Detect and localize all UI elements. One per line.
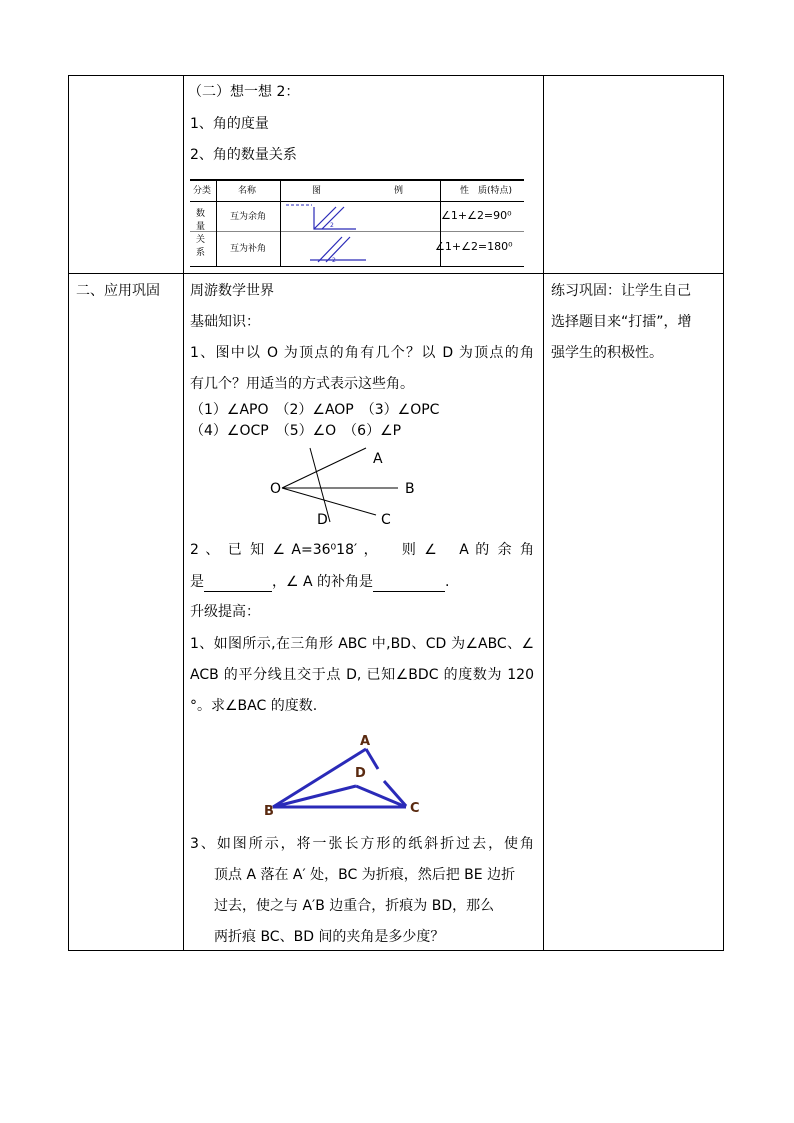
question-4-line-2: 顶点 A 落在 A′ 处，BC 为折痕，然后把 BE 边折 xyxy=(214,867,516,883)
category-char: 数 xyxy=(196,209,206,219)
question-1-options-2: （4）∠OCP （5）∠O （6）∠P xyxy=(190,423,402,439)
category-char: 关 xyxy=(196,235,206,245)
item-angle-relation: 2、角的数量关系 xyxy=(190,147,297,163)
question-2-line-2 xyxy=(190,572,449,592)
q2-text-b: ，∠ A 的补角是 xyxy=(272,574,374,590)
question-1-line-1: 1、图中以 O 为顶点的角有几个？以 D 为顶点的角 xyxy=(190,345,534,361)
fig1-label-D: D xyxy=(317,512,328,528)
question-3-line-3: °。求∠BAC 的度数. xyxy=(190,698,318,714)
note-line-2: 选择题目来“打擂”，增 xyxy=(551,314,692,330)
note-line-1: 练习巩固：让学生自己 xyxy=(551,283,691,299)
fig2-label-C: C xyxy=(410,801,420,816)
supplementary-property: ∠1+∠2=180⁰ xyxy=(435,240,513,253)
table-col-line-1 xyxy=(216,179,217,267)
header-name: 名称 xyxy=(238,186,257,196)
question-3-line-2: ACB 的平分线且交于点 D, 已知∠BDC 的度数为 120 xyxy=(190,667,534,683)
question-4-line-3: 过去，使之与 A′B 边重合，折痕为 BD，那么 xyxy=(214,898,495,914)
angle-rays-figure xyxy=(262,440,422,530)
svg-text:2: 2 xyxy=(332,257,336,264)
header-category: 分类 xyxy=(193,186,212,196)
upgrade-label: 升级提高： xyxy=(190,604,260,620)
complementary-angle-figure xyxy=(280,201,440,231)
table-top-rule xyxy=(190,179,524,181)
fig1-label-B: B xyxy=(405,481,415,497)
note-line-3: 强学生的积极性。 xyxy=(551,345,663,361)
question-1-line-2: 有几个？用适当的方式表示这些角。 xyxy=(190,376,414,392)
triangle-bisector-figure xyxy=(268,740,418,810)
complementary-name: 互为余角 xyxy=(230,212,267,222)
question-4-line-1: 3、如图所示，将一张长方形的纸斜折过去，使角 xyxy=(190,836,534,852)
fig1-label-A: A xyxy=(373,451,383,467)
section-title: 二、应用巩固 xyxy=(76,283,160,299)
svg-text:2: 2 xyxy=(330,222,334,229)
fig2-label-A: A xyxy=(360,734,371,749)
fig2-label-B: B xyxy=(264,804,274,819)
question-4-line-4: 两折痕 BC、BD 间的夹角是多少度？ xyxy=(214,929,445,945)
think-heading: （二）想一想 2： xyxy=(188,84,300,100)
column-divider-2 xyxy=(543,75,544,951)
question-2-line-1: 2 、 已 知 ∠ A=36⁰18′ ， 则 ∠ A 的 余 角 xyxy=(190,542,534,558)
header-property: 性 质(特点) xyxy=(460,186,513,196)
category-char: 量 xyxy=(196,222,206,232)
item-angle-measure: 1、角的度量 xyxy=(190,116,269,132)
question-3-line-1: 1、如图所示,在三角形 ABC 中,BD、CD 为∠ABC、∠ xyxy=(190,636,534,652)
angle-relation-table xyxy=(190,179,524,267)
supplementary-angle-figure xyxy=(280,231,440,265)
fig1-label-C: C xyxy=(381,512,391,528)
table-bottom-rule xyxy=(190,266,524,267)
category-char: 系 xyxy=(196,248,206,258)
complement-answer-blank xyxy=(204,576,272,592)
question-1-options-1: （1）∠APO （2）∠AOP （3）∠OPC xyxy=(190,402,440,418)
supplementary-name: 互为补角 xyxy=(230,244,267,254)
complementary-property: ∠1+∠2=90⁰ xyxy=(441,209,512,222)
basic-knowledge-label: 基础知识： xyxy=(190,314,260,330)
exercise-title: 周游数学世界 xyxy=(190,283,274,299)
column-divider-1 xyxy=(183,75,184,951)
header-figure: 图 xyxy=(312,186,322,196)
q2-text-a: 是 xyxy=(190,574,204,590)
fig1-label-O: O xyxy=(270,481,282,497)
q2-text-c: . xyxy=(445,574,450,590)
header-example: 例 xyxy=(394,186,404,196)
supplement-answer-blank xyxy=(373,576,445,592)
row-divider xyxy=(68,273,724,274)
fig2-label-D: D xyxy=(355,766,366,781)
